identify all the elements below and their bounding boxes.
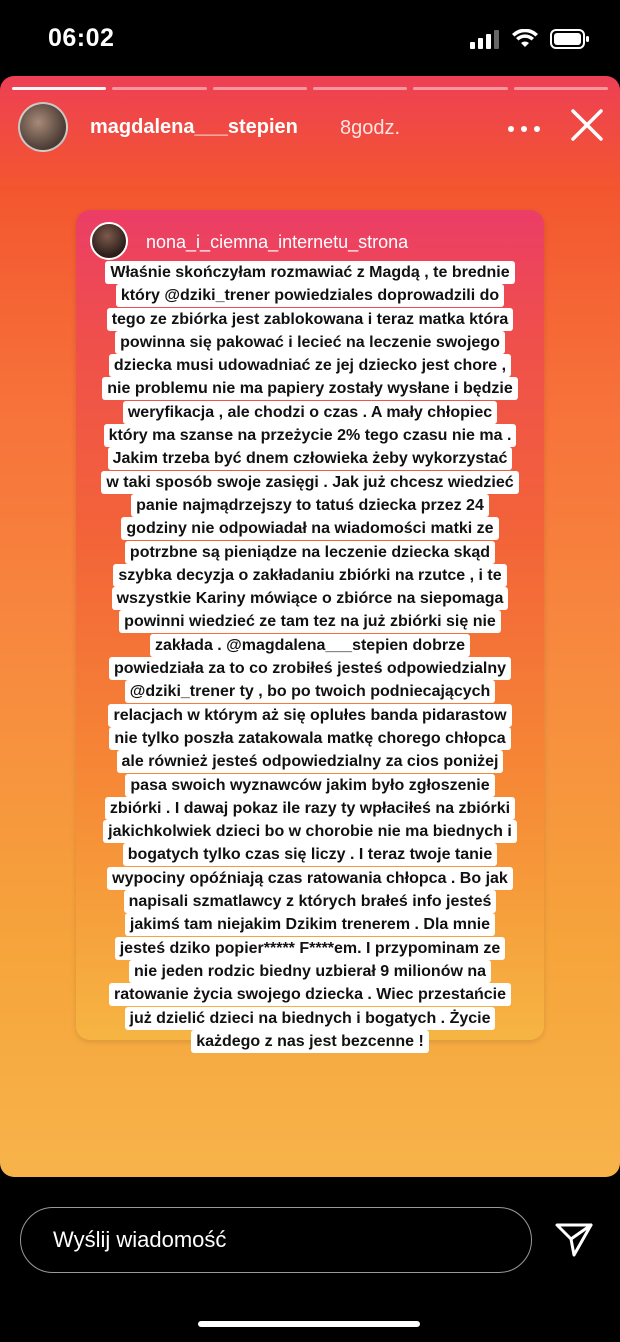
text-line-row: [80, 353, 540, 376]
text-line-row: [80, 1029, 540, 1052]
reposted-story-card[interactable]: [76, 210, 544, 1050]
text-line: powinni wiedzieć ze tam tez na już zbiórki się nie: [119, 610, 501, 633]
text-line: godziny nie odpowiadał na wiadomości matki ze: [121, 517, 498, 540]
text-line: wszystkie Kariny mówiące o zbiórce na siepomaga: [112, 587, 509, 610]
text-line: panie najmądrzejszy to tatuś dziecka przez 24: [131, 494, 489, 517]
text-line-row: [80, 330, 540, 353]
status-bar: [0, 0, 620, 78]
story-time-ago: 8godz.: [340, 117, 401, 139]
bottom-bar: [0, 1177, 620, 1342]
text-line: dziecka musi udowadniać ze jej dziecko jest chore ,: [109, 354, 511, 377]
avatar[interactable]: [18, 102, 68, 152]
text-line-row: [80, 260, 540, 283]
story-progress: [12, 87, 608, 90]
text-line-row: [80, 773, 540, 796]
close-icon[interactable]: [568, 106, 606, 144]
progress-segment: [12, 87, 106, 90]
text-line: wypociny opóźniają czas ratowania chłopca . Bo jak: [107, 867, 513, 890]
progress-segment: [112, 87, 206, 90]
text-line: zakłada . @magdalena___stepien dobrze: [150, 634, 470, 657]
text-line: nie tylko poszła zatakowala matkę chorego chłopca: [109, 727, 510, 750]
text-line-row: [80, 796, 540, 819]
text-line: jesteś dziko popier***** F****em. I przypominam ze: [115, 937, 506, 960]
text-line: nie problemu nie ma papiery zostały wysłane i będzie: [102, 377, 517, 400]
text-line-row: [80, 470, 540, 493]
progress-segment: [413, 87, 507, 90]
progress-segment: [514, 87, 608, 90]
text-line-row: [80, 516, 540, 539]
text-line-row: [80, 423, 540, 446]
progress-segment: [313, 87, 407, 90]
progress-segment: [213, 87, 307, 90]
text-line: powiedziała za to co zrobiłeś jesteś odpowiedzialny: [109, 657, 511, 680]
text-line-row: [80, 819, 540, 842]
text-line-row: [80, 609, 540, 632]
signal-icon: [470, 29, 500, 49]
text-line-row: [80, 633, 540, 656]
more-horizontal-icon: [508, 126, 514, 132]
story-username[interactable]: magdalena___stepien: [90, 116, 298, 138]
text-line-row: [80, 540, 540, 563]
text-line-row: [80, 703, 540, 726]
text-line-row: [80, 563, 540, 586]
text-line-row: [80, 656, 540, 679]
story-text: [80, 260, 540, 1052]
text-line: jakimś tam niejakim Dzikim trenerem . Dla mnie: [125, 913, 495, 936]
text-line-row: [80, 959, 540, 982]
text-line: w taki sposób swoje zasięgi . Jak już chcesz wiedzieć: [101, 471, 518, 494]
text-line: bogatych tylko czas się liczy . I teraz twoje tanie: [123, 843, 498, 866]
text-line: weryfikacja , ale chodzi o czas . A mały chłopiec: [123, 401, 497, 424]
text-line: Właśnie skończyłam rozmawiać z Magdą , te brednie: [105, 261, 514, 284]
text-line: już dzielić dzieci na biednych i bogatych . Życie: [125, 1007, 496, 1030]
text-line: relacjach w którym aż się oplułes banda pidarastow: [108, 704, 511, 727]
text-line: ratowanie życia swojego dziecka . Wiec przestańcie: [109, 983, 511, 1006]
text-line-row: [80, 842, 540, 865]
wifi-icon: [512, 29, 538, 49]
send-icon[interactable]: [554, 1222, 594, 1258]
text-line-row: [80, 889, 540, 912]
text-line-row: [80, 400, 540, 423]
text-line-row: [80, 307, 540, 330]
text-line: Jakim trzeba być dnem człowieka żeby wykorzystać: [108, 447, 513, 470]
text-line: potrzbne są pieniądze na leczenie dziecka skąd: [125, 541, 495, 564]
text-line: napisali szmatlawcy z których brałeś info jesteś: [124, 890, 497, 913]
text-line-row: [80, 586, 540, 609]
text-line: zbiórki . I dawaj pokaz ile razy ty wpłaciłeś na zbiórki: [105, 797, 515, 820]
text-line-row: [80, 283, 540, 306]
text-line: ale również jesteś odpowiedzialny za cios poniżej: [117, 750, 504, 773]
text-line: pasa swoich wyznawców jakim było zgłoszenie: [125, 774, 494, 797]
avatar[interactable]: [90, 222, 128, 260]
text-line-row: [80, 726, 540, 749]
text-line: nie jeden rodzic biedny uzbierał 9 milionów na: [129, 960, 491, 983]
text-line: @dziki_trener ty , bo po twoich podniecających: [125, 680, 496, 703]
text-line: który ma szanse na przeżycie 2% tego czasu nie ma .: [104, 424, 517, 447]
home-indicator[interactable]: [198, 1321, 420, 1327]
reposted-username[interactable]: nona_i_ciemna_internetu_strona: [146, 232, 409, 252]
text-line: powinna się pakować i lecieć na leczenie swojego: [115, 331, 505, 354]
message-input[interactable]: Wyślij wiadomość: [20, 1207, 532, 1273]
text-line: jakichkolwiek dzieci bo w chorobie nie ma biednych i: [103, 820, 517, 843]
text-line-row: [80, 936, 540, 959]
text-line: tego ze zbiórka jest zablokowana i teraz matka która: [107, 308, 514, 331]
story-header: [18, 102, 602, 154]
text-line-row: [80, 749, 540, 772]
text-line-row: [80, 866, 540, 889]
text-line: każdego z nas jest bezcenne !: [191, 1030, 429, 1053]
text-line-row: [80, 446, 540, 469]
battery-icon: [550, 28, 590, 50]
text-line-row: [80, 912, 540, 935]
more-options-button[interactable]: [508, 114, 540, 144]
text-line-row: [80, 493, 540, 516]
text-line-row: [80, 982, 540, 1005]
text-line: który @dziki_trener powiedziales doprowadzili do: [116, 284, 504, 307]
text-line: szybka decyzja o zakładaniu zbiórki na rzutce , i te: [113, 564, 506, 587]
status-time: 06:02: [48, 24, 115, 52]
status-icons: [470, 28, 590, 50]
text-line-row: [80, 1006, 540, 1029]
story-view[interactable]: [0, 76, 620, 1177]
text-line-row: [80, 679, 540, 702]
text-line-row: [80, 376, 540, 399]
